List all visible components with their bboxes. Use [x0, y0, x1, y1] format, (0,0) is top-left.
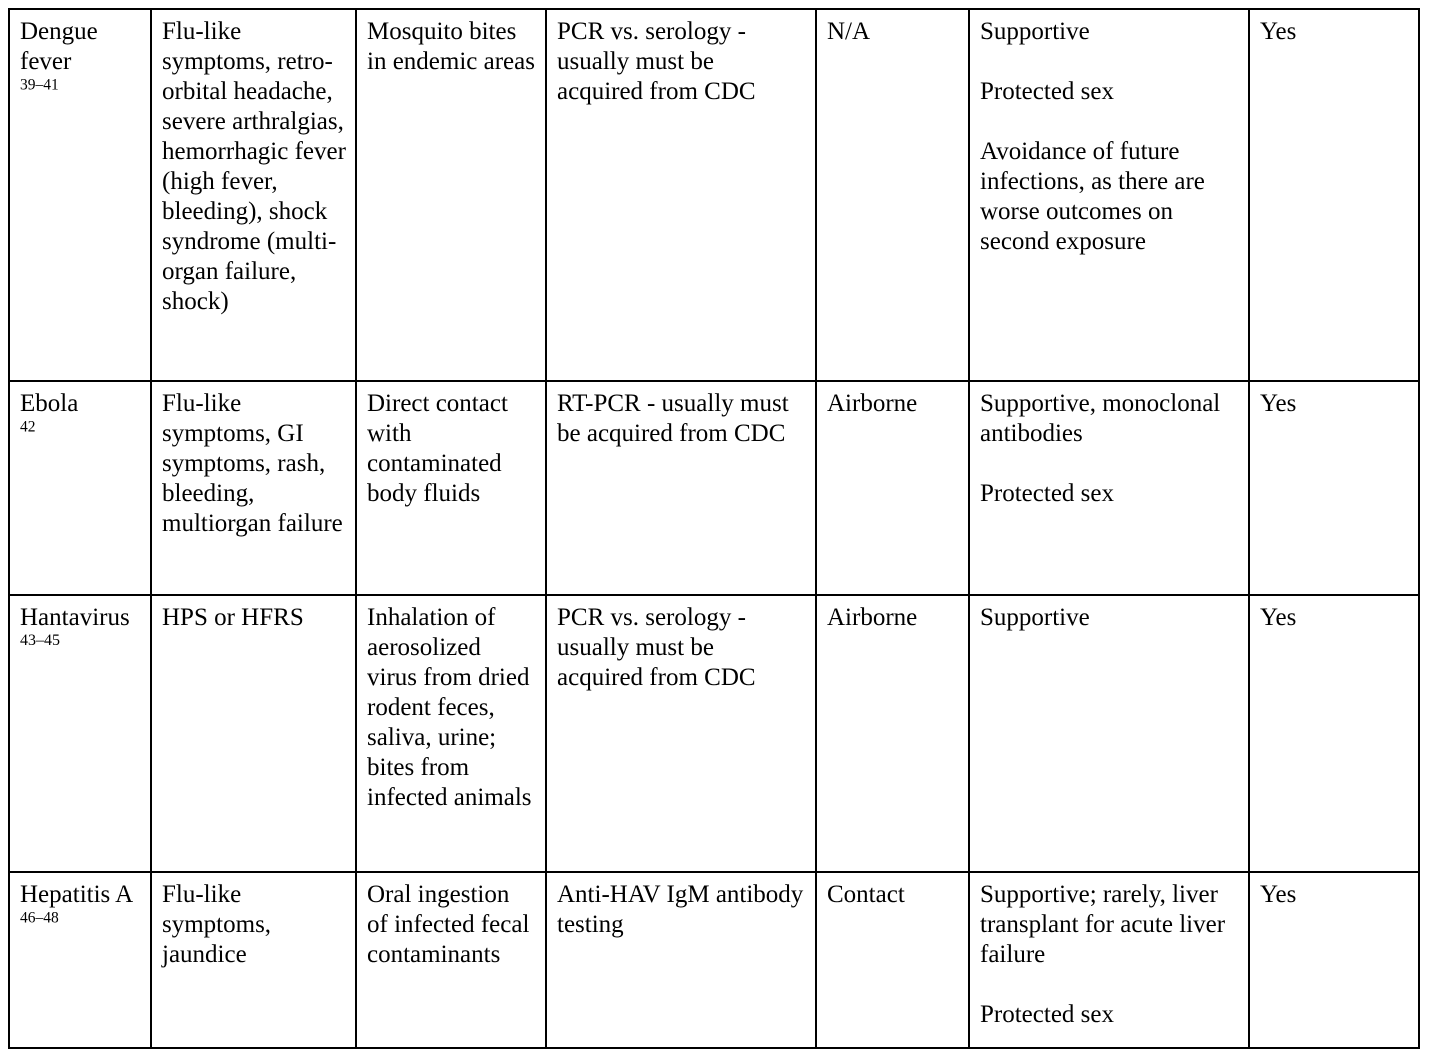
precautions-text: Airborne — [827, 390, 918, 417]
symptoms-text: Flu-like symptoms, GI symptoms, rash, bleeding, multiorgan failure — [162, 390, 343, 537]
treatment-paragraph: Supportive — [980, 604, 1090, 631]
cell-symptoms — [151, 381, 356, 595]
cell-symptoms — [151, 872, 356, 1048]
transmission-text: Oral ingestion of infected fecal contaminants — [367, 881, 536, 968]
table-body — [9, 9, 1419, 1048]
treatment-paragraph: Supportive, monoclonal antibodies — [980, 390, 1221, 447]
cell-precautions — [816, 872, 969, 1048]
cell-precautions — [816, 595, 969, 872]
treatment-paragraph: Protected sex — [980, 480, 1114, 507]
disease-reference-table — [8, 8, 1420, 1049]
treatment-paragraph: Avoidance of future infections, as there are worse outcomes on second exposure — [980, 138, 1205, 255]
treatment-paragraph: Protected sex — [980, 1001, 1114, 1028]
diagnosis-text: RT-PCR - usually must be acquired from CDC — [557, 390, 795, 447]
treatment-paragraph: Supportive — [980, 18, 1090, 45]
cell-transmission — [356, 872, 546, 1048]
table-row — [9, 595, 1419, 872]
disease-name: Hantavirus — [20, 604, 130, 631]
diagnosis-text: PCR vs. serology - usually must be acquired from CDC — [557, 604, 756, 691]
disease-name: Dengue fever — [20, 18, 104, 75]
cell-disease — [9, 9, 151, 381]
cell-reportable — [1249, 595, 1419, 872]
reportable-text: Yes — [1260, 604, 1297, 631]
reference-superscript: 43–45 — [20, 632, 60, 649]
reference-superscript: 42 — [20, 418, 36, 436]
cell-reportable — [1249, 872, 1419, 1048]
cell-treatment — [969, 595, 1249, 872]
cell-reportable — [1249, 9, 1419, 381]
cell-treatment — [969, 381, 1249, 595]
cell-precautions — [816, 9, 969, 381]
table-row — [9, 381, 1419, 595]
reportable-text: Yes — [1260, 881, 1297, 908]
reportable-text: Yes — [1260, 18, 1297, 45]
symptoms-text: Flu-like symptoms, jaundice — [162, 881, 278, 968]
precautions-text: N/A — [827, 18, 871, 45]
precautions-text: Airborne — [827, 604, 918, 631]
cell-symptoms — [151, 9, 356, 381]
cell-treatment — [969, 9, 1249, 381]
table-row — [9, 9, 1419, 381]
cell-disease — [9, 381, 151, 595]
diagnosis-text: PCR vs. serology - usually must be acquired from CDC — [557, 18, 756, 105]
transmission-text: Inhalation of aerosolized virus from dried rodent feces, saliva, urine; bites from infected animals — [367, 604, 536, 811]
symptoms-text: HPS or HFRS — [162, 604, 304, 631]
cell-diagnosis — [546, 9, 816, 381]
cell-disease — [9, 595, 151, 872]
cell-symptoms — [151, 595, 356, 872]
table-row — [9, 872, 1419, 1048]
cell-precautions — [816, 381, 969, 595]
reference-superscript: 39–41 — [20, 76, 59, 94]
cell-treatment — [969, 872, 1249, 1048]
cell-diagnosis — [546, 381, 816, 595]
treatment-paragraph: Supportive; rarely, liver transplant for acute liver failure — [980, 881, 1226, 968]
symptoms-text: Flu-like symptoms, retro-orbital headache, severe arthralgias, hemorrhagic fever (high fever, bleeding), shock syndrome (multi-organ failure, shock) — [162, 18, 353, 315]
diagnosis-text: Anti-HAV IgM antibody testing — [557, 881, 810, 938]
disease-name: Hepatitis A — [20, 881, 134, 908]
disease-name: Ebola — [20, 390, 79, 417]
cell-transmission — [356, 595, 546, 872]
cell-transmission — [356, 9, 546, 381]
transmission-text: Mosquito bites in endemic areas — [367, 18, 535, 75]
treatment-paragraph: Protected sex — [980, 78, 1114, 105]
cell-disease — [9, 872, 151, 1048]
precautions-text: Contact — [827, 881, 905, 908]
cell-transmission — [356, 381, 546, 595]
cell-diagnosis — [546, 595, 816, 872]
transmission-text: Direct contact with contaminated body fluids — [367, 390, 515, 507]
cell-diagnosis — [546, 872, 816, 1048]
reportable-text: Yes — [1260, 390, 1297, 417]
reference-superscript: 46–48 — [20, 909, 59, 927]
cell-reportable — [1249, 381, 1419, 595]
